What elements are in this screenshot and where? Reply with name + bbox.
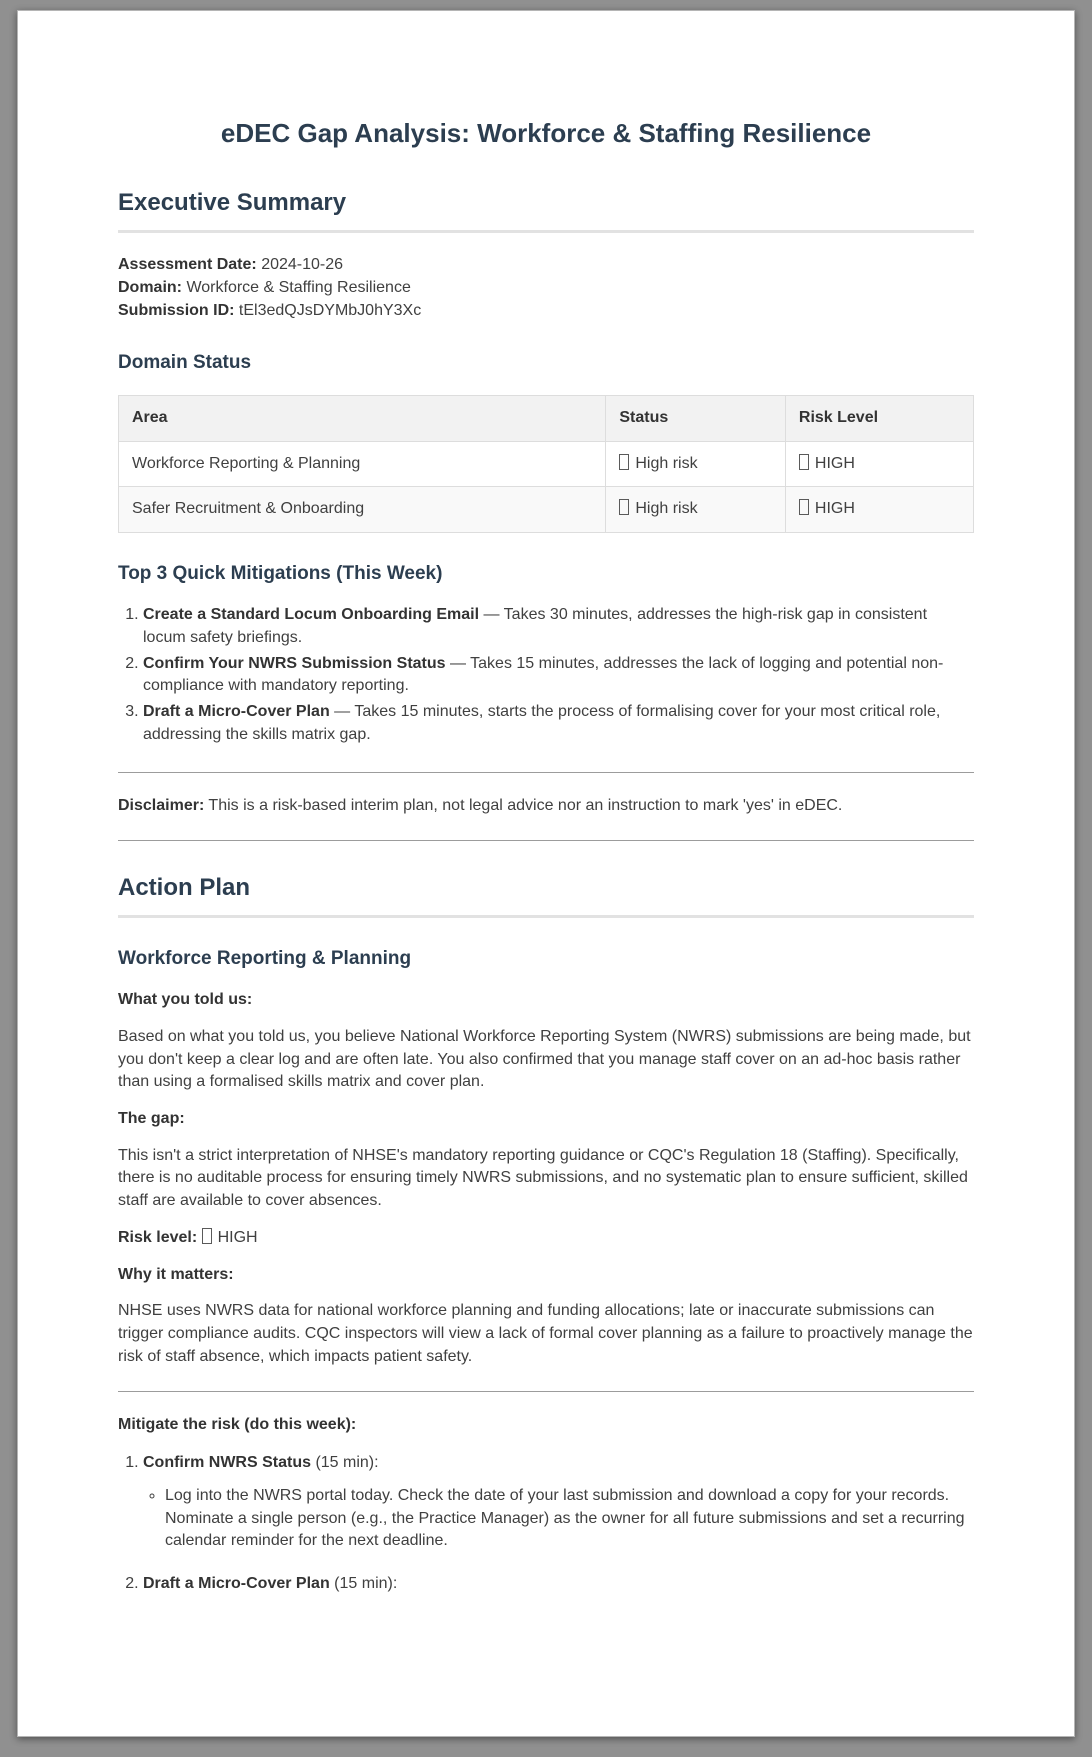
status-cell xyxy=(606,441,786,487)
risk-level-cell xyxy=(785,441,973,487)
risk-level-line xyxy=(118,1227,974,1250)
submission-id-line xyxy=(118,299,974,322)
divider xyxy=(118,840,974,841)
status-text: High risk xyxy=(635,454,698,472)
assessment-date-line xyxy=(118,253,974,276)
why-it-matters-label: Why it matters: xyxy=(118,1265,234,1283)
mitigation-title: Create a Standard Locum Onboarding Email xyxy=(143,606,480,624)
risk-level-text: HIGH xyxy=(814,500,855,518)
step-title: Confirm NWRS Status xyxy=(143,1454,311,1472)
domain-line xyxy=(118,276,974,299)
disclaimer xyxy=(118,795,974,818)
mitigation-text: — Takes 30 minutes, addresses the high-risk gap in consistent locum safety briefings. xyxy=(143,606,928,646)
divider xyxy=(118,772,974,773)
step-detail: ◦ Log into the NWRS portal today. Check the date of your last submission and download a copy for your records. Nominate a single person (e.g., the Practice Manager) as the owner for all future submissions and set a recurring calendar reminder for the next deadline. xyxy=(165,1485,974,1553)
table-row xyxy=(119,441,974,487)
domain-status-table xyxy=(118,395,974,533)
step-duration: (15 min): xyxy=(334,1575,398,1593)
executive-summary-heading: Executive Summary xyxy=(118,186,974,233)
action-plan-heading: Action Plan xyxy=(118,871,974,918)
mitigation-title: Confirm Your NWRS Submission Status xyxy=(143,654,446,672)
missing-glyph-icon xyxy=(799,499,809,515)
column-header-risk-level: Risk Level xyxy=(785,395,973,441)
quick-mitigations-list xyxy=(118,604,974,746)
action-plan-section-heading: Workforce Reporting & Planning xyxy=(118,948,412,970)
status-cell xyxy=(606,487,786,533)
table-row xyxy=(119,487,974,533)
list-item xyxy=(143,653,974,698)
column-header-status: Status xyxy=(606,395,786,441)
missing-glyph-icon xyxy=(619,499,629,515)
missing-glyph-icon xyxy=(799,454,809,470)
list-item xyxy=(143,701,974,746)
mitigation-text: — Takes 15 minutes, starts the process of formalising cover for your most critical role, addressing the skills matrix gap. xyxy=(143,702,941,743)
domain-status-heading: Domain Status xyxy=(118,351,252,373)
divider xyxy=(118,1391,974,1392)
why-it-matters-paragraph: NHSE uses NWRS data for national workforce planning and funding allocations; late or inaccurate submissions can trigger compliance audits. CQC inspectors will view a lack of formal cover planning as a failure to proactively manage the risk of staff absence, which impacts patient safety. xyxy=(118,1302,973,1365)
status-text: High risk xyxy=(635,500,698,518)
document-page xyxy=(17,10,1075,1737)
mitigate-risk-label: Mitigate the risk (do this week): xyxy=(118,1415,357,1433)
assessment-date-label: Assessment Date: xyxy=(118,255,257,273)
disclaimer-text: This is a risk-based interim plan, not legal advice nor an instruction to mark 'yes' in eDEC. xyxy=(208,797,843,815)
step-title: Draft a Micro-Cover Plan xyxy=(143,1575,330,1593)
disclaimer-label: Disclaimer: xyxy=(118,797,205,815)
list-item xyxy=(143,1573,974,1596)
quick-mitigations-heading: Top 3 Quick Mitigations (This Week) xyxy=(118,563,443,585)
domain-value: Workforce & Staffing Resilience xyxy=(186,278,411,296)
submission-id-value: tEl3edQJsDYMbJ0hY3Xc xyxy=(238,301,422,319)
submission-id-label: Submission ID: xyxy=(118,301,235,319)
mitigation-steps-list xyxy=(118,1452,974,1596)
page-title: eDEC Gap Analysis: Workforce & Staffing Resilience xyxy=(220,118,872,148)
missing-glyph-icon xyxy=(202,1228,212,1244)
table-header-row xyxy=(119,395,974,441)
risk-level-cell xyxy=(785,487,973,533)
list-item xyxy=(143,604,974,649)
step-detail-list xyxy=(143,1485,974,1553)
list-item xyxy=(143,1452,974,1553)
risk-level-text: HIGH xyxy=(814,454,855,472)
mitigation-title: Draft a Micro-Cover Plan xyxy=(143,702,330,720)
gap-paragraph: This isn't a strict interpretation of NHSE's mandatory reporting guidance or CQC's Regulation 18 (Staffing). Specifically, there is no auditable process for ensuring timely NWRS submissions, and no systematic plan to ensure sufficient, skilled staff are available to cover absences. xyxy=(118,1146,968,1210)
gap-label: The gap: xyxy=(118,1110,185,1128)
area-cell: Safer Recruitment & Onboarding xyxy=(119,487,606,533)
told-us-label: What you told us: xyxy=(118,991,253,1009)
missing-glyph-icon xyxy=(619,454,629,470)
column-header-area: Area xyxy=(119,395,606,441)
risk-level-value: HIGH xyxy=(217,1228,258,1246)
told-us-paragraph: Based on what you told us, you believe National Workforce Reporting System (NWRS) submissions are being made, but you don't keep a clear log and are often late. You also confirmed that you manage staff cover on an ad-hoc basis rather than using a formalised skills matrix and cover plan. xyxy=(118,1027,971,1091)
step-duration: (15 min): xyxy=(315,1454,379,1472)
assessment-date-value: 2024-10-26 xyxy=(261,255,344,273)
risk-level-label: Risk level: xyxy=(118,1228,198,1246)
area-cell: Workforce Reporting & Planning xyxy=(119,441,606,487)
domain-label: Domain: xyxy=(118,278,182,296)
assessment-meta xyxy=(118,253,974,322)
mitigation-text: — Takes 15 minutes, addresses the lack of logging and potential non-compliance with mandatory reporting. xyxy=(143,654,944,695)
